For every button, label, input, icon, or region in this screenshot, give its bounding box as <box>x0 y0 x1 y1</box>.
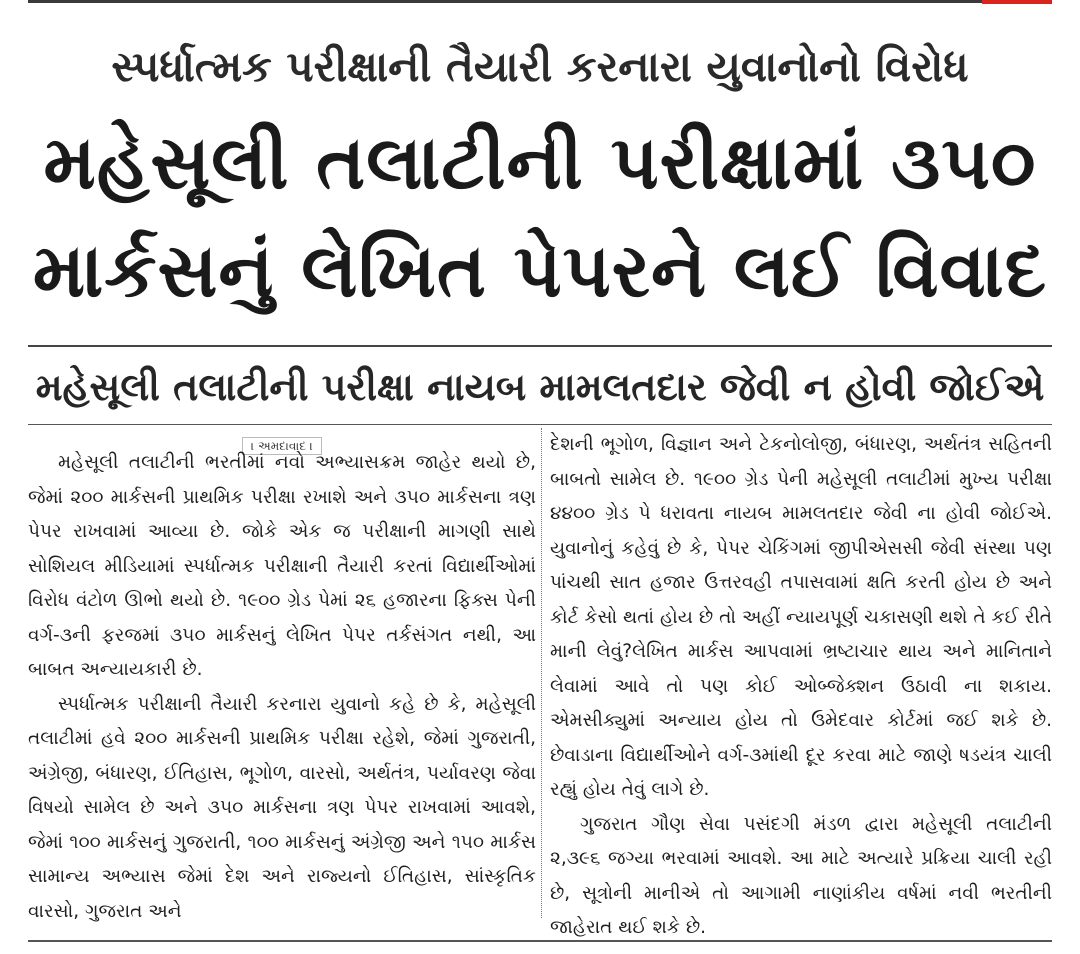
article-column-left <box>28 428 536 929</box>
main-headline-line-1: મહેસૂલી તલાટીની પરીક્ષામાં ૩૫૦ <box>43 120 1037 206</box>
main-headline-line-2: માર્કસનું લેખિત પેપરને લઈ વિવાદ <box>32 228 1048 314</box>
top-accent-bar <box>982 0 1052 4</box>
top-rule <box>28 0 1052 3</box>
bottom-rule <box>28 940 1052 942</box>
article-paragraph: સ્પર્ધાત્મક પરીક્ષાની તૈયારી કરનારા યુવાનો કહે છે કે, મહેસૂલી તલાટીમાં હવે ૨૦૦ માર્કસની પ્રાથમિક પરીક્ષા રહેશે, જેમાં ગુજરાતી, અંગ્રેજી, બંધારણ, ઈતિહાસ, ભૂગોળ, વારસો, અર્થતંત્ર, પર્યાવરણ જેવા વિષયો સામેલ છે અને ૩૫૦ માર્કસના ત્રણ પેપર રાખવામાં આવશે, જેમાં ૧૦૦ માર્કસનું ગુજરાતી, ૧૦૦ માર્કસનું અંગ્રેજી અને ૧૫૦ માર્કસ સામાન્ય અભ્યાસ જેમાં દેશ અને રાજ્યનો ઈતિહાસ, સાંસ્કૃતિક વારસો, ગુજરાત અને <box>28 693 536 922</box>
article-paragraph: ગુજરાત ગૌણ સેવા પસંદગી મંડળ દ્વારા મહેસૂલી તલાટીની ૨,૩૯૬ જગ્યા ભરવામાં આવશે. આ માટે અત્યારે પ્રક્રિયા ચાલી રહી છે, સૂત્રોની માનીએ તો આગામી નાણાંકીય વર્ષમાં નવી ભરતીની જાહેરાત થઈ શકે છે. <box>550 813 1052 938</box>
kicker-headline: સ્પર્ધાત્મક પરીક્ષાની તૈયારી કરનારા યુવાનોનો વિરોધ <box>111 42 969 91</box>
subheadline-bottom-rule <box>28 424 1052 425</box>
article-column-right <box>550 428 1052 946</box>
article-paragraph: મહેસૂલી તલાટીની ભરતીમાં નવો અભ્યાસક્રમ જાહેર થયો છે, જેમાં ૨૦૦ માર્કસની પ્રાથમિક પરીક્ષા રખાશે અને ૩૫૦ માર્કસના ત્રણ પેપર રાખવામાં આવ્યા છે. જોકે એક જ પરીક્ષાની માગણી સાથે સોશિયલ મીડિયામાં સ્પર્ધાત્મક પરીક્ષાની તૈયારી કરતાં વિદ્યાર્થીઓમાં વિરોધ વંટોળ ઊભો થયો છે. ૧૯૦૦ ગ્રેડ પેમાં ૨૬ હજારના ફિક્સ પેની વર્ગ-૩ની ફરજમાં ૩૫૦ માર્કસનું લેખિત પેપર તર્કસંગત નથી, આ બાબત અન્યાયકારી છે. <box>28 452 536 680</box>
article-paragraph: દેશની ભૂગોળ, વિજ્ઞાન અને ટેકનોલોજી, બંધારણ, અર્થતંત્ર સહિતની બાબતો સામેલ છે. ૧૯૦૦ ગ્રેડ પેની મહેસૂલી તલાટીમાં મુખ્ય પરીક્ષા ૪૪૦૦ ગ્રેડ પે ધરાવતા નાયબ મામલતદાર જેવી ના હોવી જોઈએ. યુવાનોનું કહેવું છે કે, પેપર ચેકિંગમાં જીપીએસસી જેવી સંસ્થા પણ પાંચથી સાત હજાર ઉત્તરવહી તપાસવામાં ક્ષતિ કરતી હોય છે અને કોર્ટ કેસો થતાં હોય છે તો અહીં ન્યાયપૂર્ણ ચકાસણી થશે તે કઈ રીતે માની લેવું?લેખિત માર્કસ આપવામાં ભ્રષ્ટાચાર થાય અને માનિતાને લેવામાં આવે તો પણ કોઈ ઓબ્જેક્શન ઉઠાવી ના શકાય. એમસીક્યુમાં અન્યાય હોય તો ઉમેદવાર કોર્ટમાં જઈ શકે છે. છેવાડાના વિદ્યાર્થીઓને વર્ગ-૩માંથી દૂર કરવા માટે જાણે ષડયંત્ર ચાલી રહ્યું હોય તેવું લાગે છે. <box>550 434 1052 800</box>
column-divider <box>541 428 542 918</box>
subheadline-top-rule <box>28 345 1052 347</box>
subheadline: મહેસૂલી તલાટીની પરીક્ષા નાયબ મામલતદાર જેવી ન હોવી જોઈએ <box>35 365 1045 409</box>
dateline: । અમદાવાદ । <box>242 437 322 455</box>
dateline-wrap <box>28 428 536 453</box>
